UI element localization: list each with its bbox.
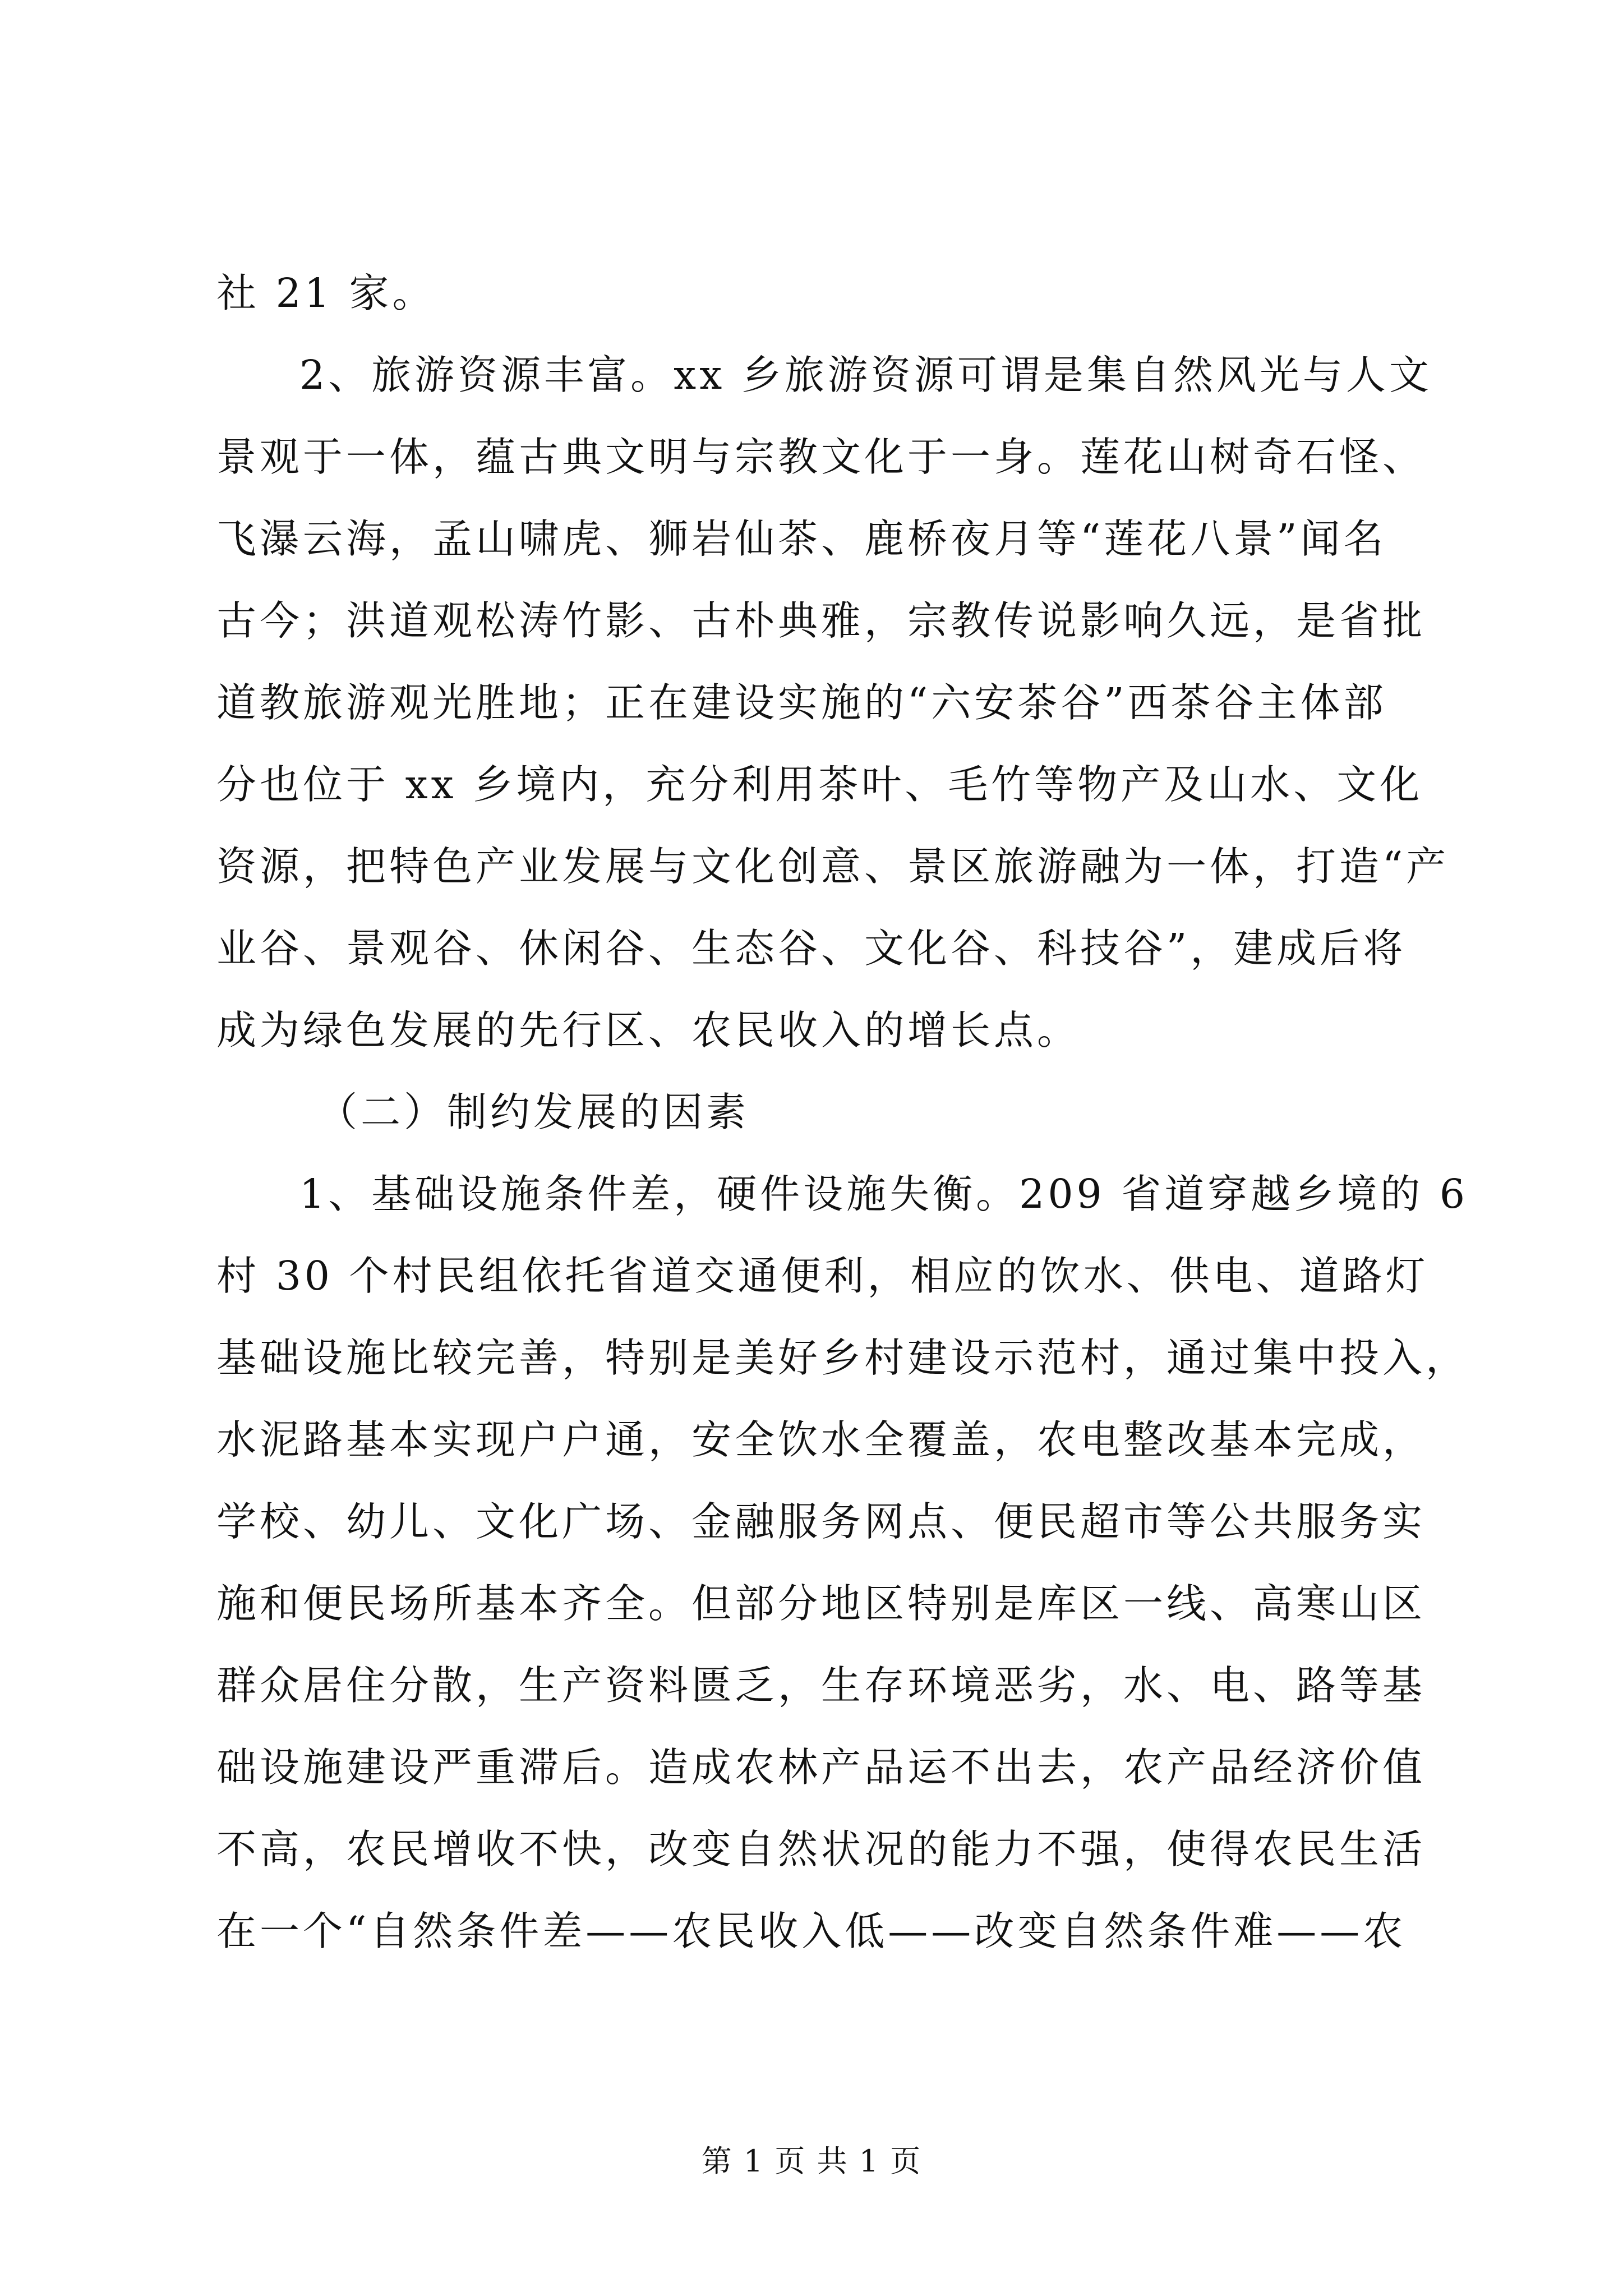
text-line: 飞瀑云海，孟山啸虎、狮岩仙茶、鹿桥夜月等“莲花八景”闻名 [216, 516, 1387, 562]
text-line: 资源，把特色产业发展与文化创意、景区旅游融为一体，打造“产 [216, 843, 1450, 890]
text-line: 基础设施比较完善，特别是美好乡村建设示范村，通过集中投入， [216, 1335, 1469, 1381]
document-body [216, 252, 1469, 1972]
text-line: 学校、幼儿、文化广场、金融服务网点、便民超市等公共服务实 [216, 1498, 1426, 1545]
paragraph-infrastructure: 1、基础设施条件差，硬件设施失衡。209 省道穿越乡境的 6 [299, 1171, 1469, 1217]
text-line: 成为绿色发展的先行区、农民收入的增长点。 [216, 1007, 1081, 1053]
text-line: 景观于一体，蕴古典文明与宗教文化于一身。莲花山树奇石怪、 [216, 434, 1426, 480]
paragraph-tourism-resources: 2、旅游资源丰富。xx 乡旅游资源可谓是集自然风光与人文 [299, 352, 1432, 398]
text-line: 村 30 个村民组依托省道交通便利，相应的饮水、供电、道路灯 [216, 1253, 1429, 1299]
text-line: 分也位于 xx 乡境内，充分利用茶叶、毛竹等物产及山水、文化 [216, 761, 1423, 808]
text-line: 古今；洪道观松涛竹影、古朴典雅，宗教传说影响久远，是省批 [216, 597, 1426, 644]
text-line: 道教旅游观光胜地；正在建设实施的“六安茶谷”西茶谷主体部 [216, 679, 1387, 726]
text-line: 社 21 家。 [216, 270, 436, 316]
section-heading: （二）制约发展的因素 [317, 1089, 750, 1135]
text-line: 础设施建设严重滞后。造成农林产品运不出去，农产品经济价值 [216, 1744, 1426, 1791]
text-line: 业谷、景观谷、休闲谷、生态谷、文化谷、科技谷”，建成后将 [216, 925, 1407, 972]
page-footer: 第 1 页 共 1 页 [701, 2143, 922, 2179]
text-line: 水泥路基本实现户户通，安全饮水全覆盖，农电整改基本完成， [216, 1416, 1426, 1463]
text-line: 群众居住分散，生产资料匮乏，生存环境恶劣，水、电、路等基 [216, 1662, 1426, 1709]
text-line: 在一个“自然条件差——农民收入低——改变自然条件难——农 [216, 1908, 1407, 1954]
text-line: 不高，农民增收不快，改变自然状况的能力不强，使得农民生活 [216, 1826, 1426, 1872]
text-line: 施和便民场所基本齐全。但部分地区特别是库区一线、高寒山区 [216, 1580, 1426, 1627]
